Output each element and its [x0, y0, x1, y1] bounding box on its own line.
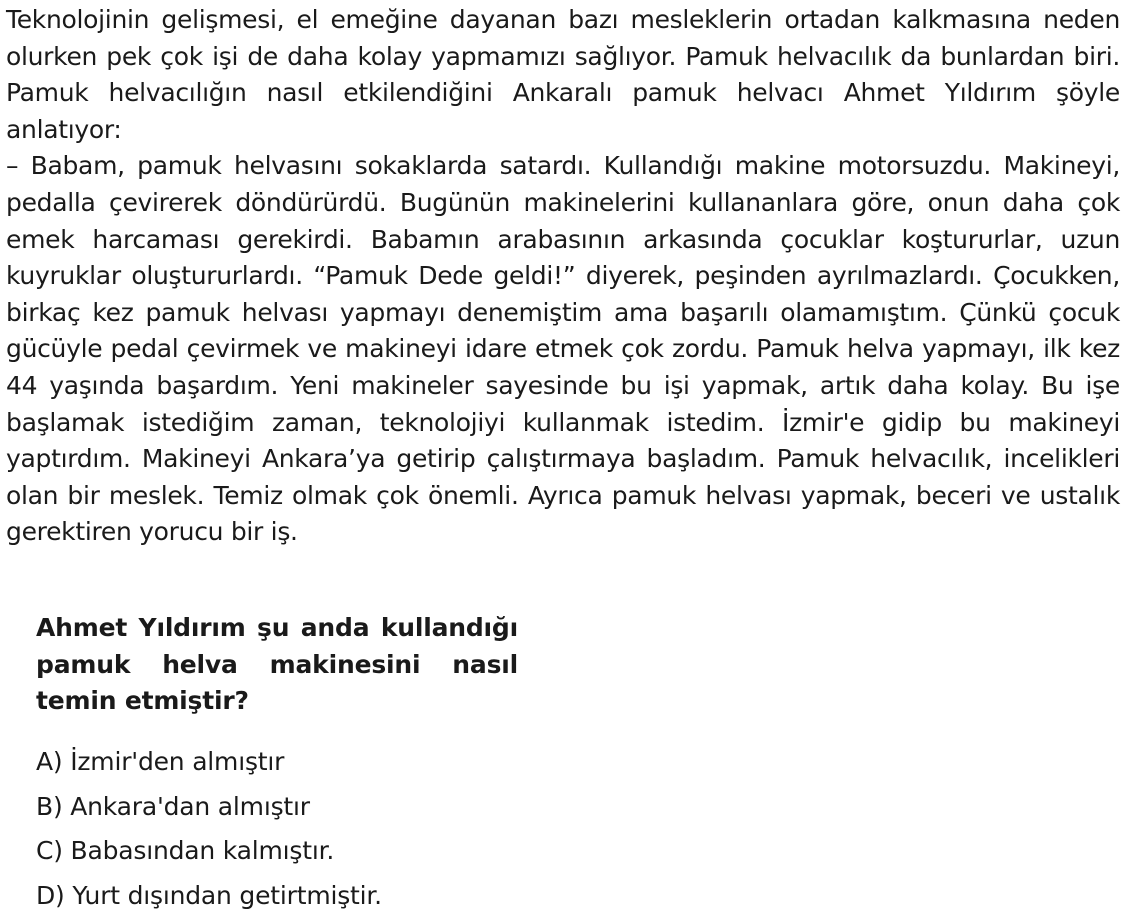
option-a[interactable]: A) İzmir'den almıştır [36, 747, 285, 776]
question-stem: Ahmet Yıldırım şu anda kullandığı pamuk helva makinesini nasıl temin etmiştir? [36, 613, 518, 715]
option-d[interactable]: D) Yurt dışından getirtmiştir. [36, 880, 382, 910]
passage-intro: Teknolojinin gelişmesi, el emeğine dayanan bazı mesleklerin ortadan kalkmasına neden olurken pek çok işi de daha kolay yapmamızı sağlıyor. Pamuk helvacılık da bunlardan biri. Pamuk helvacılığın nasıl etkilendiğini Ankaralı pamuk helvacı Ahmet Yıldırım şöyle anlatıyor: [6, 5, 1120, 144]
answer-options [36, 740, 382, 918]
option-b[interactable]: B) Ankara'dan almıştır [36, 791, 310, 821]
reading-passage [6, 2, 1120, 551]
option-c[interactable]: C) Babasından kalmıştır. [36, 836, 335, 865]
passage-quote: – Babam, pamuk helvasını sokaklarda satardı. Kullandığı makine motorsuzdu. Makineyi, pedalla çevirerek döndürürdü. Bugünün makinelerini kullananlara göre, onun daha çok emek harcaması gerekirdi. Babamın arabasının arkasında çocuklar koştururlar, uzun kuyruklar oluştururlardı. “Pamuk Dede geldi!” diyerek, peşinden ayrılmazlardı. Çocukken, birkaç kez pamuk helvası yapmayı denemiştim ama başarılı olamamıştım. Çünkü çocuk gücüyle pedal çevirmek ve makineyi idare etmek çok zordu. Pamuk helva yapmayı, ilk kez 44 yaşında başardım. Yeni makineler sayesinde bu işi yapmak, artık daha kolay. Bu işe başlamak istediğim zaman, teknolojiyi kullanmak istedim. İzmir'e gidip bu makineyi yaptırdım. Makineyi Ankara’ya getirip çalıştırmaya başladım. Pamuk helvacılık, incelikleri olan bir meslek. Temiz olmak çok önemli. Ayrıca pamuk helvası yapmak, beceri ve ustalık gerektiren yorucu bir iş. [6, 151, 1120, 547]
